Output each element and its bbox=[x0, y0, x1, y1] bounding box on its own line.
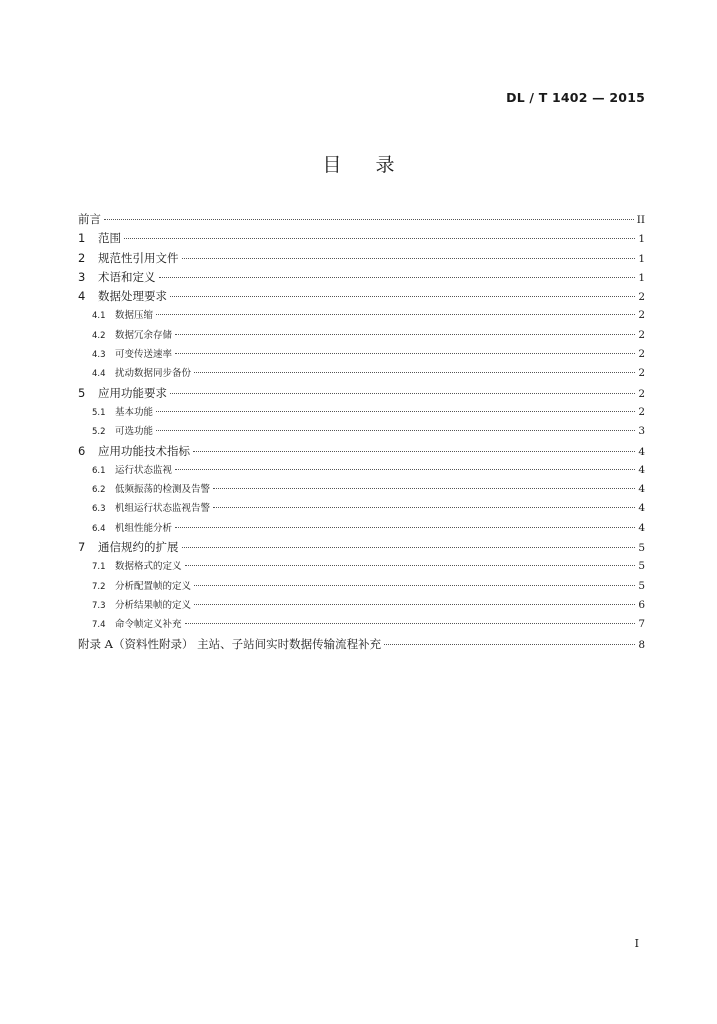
toc-entry-label: 数据格式的定义 bbox=[115, 561, 182, 573]
toc-dot-leader bbox=[194, 585, 635, 586]
toc-entry-page: 8 bbox=[638, 638, 645, 651]
title-char-1: 目 bbox=[322, 154, 342, 176]
toc-entry[interactable] bbox=[78, 211, 645, 230]
toc-entry-number: 1 bbox=[78, 231, 86, 246]
toc-entry[interactable] bbox=[78, 404, 645, 423]
toc-dot-leader bbox=[104, 219, 634, 220]
toc-entry-number: 4.1 bbox=[92, 311, 106, 322]
toc-entry-number: 5.1 bbox=[92, 407, 106, 418]
toc-dot-leader bbox=[194, 372, 635, 373]
toc-entry-number: 6.4 bbox=[92, 523, 106, 534]
toc-entry-page: 2 bbox=[638, 367, 645, 380]
toc-dot-leader bbox=[156, 411, 635, 412]
toc-entry-page: 7 bbox=[638, 618, 645, 631]
toc-entry-label: 命令帧定义补充 bbox=[115, 619, 182, 631]
toc-entry-page: 2 bbox=[638, 348, 645, 361]
toc-entry-label: 数据冗余存储 bbox=[115, 329, 173, 341]
title-char-2: 录 bbox=[375, 154, 395, 176]
toc-entry-label: 应用功能要求 bbox=[98, 385, 167, 400]
toc-entry-number: 7.4 bbox=[92, 620, 106, 631]
toc-entry-number: 6.3 bbox=[92, 504, 106, 515]
toc-entry[interactable] bbox=[78, 385, 645, 404]
toc-entry-number: 6.1 bbox=[92, 465, 106, 476]
toc-entry[interactable] bbox=[78, 462, 645, 481]
toc-entry-label: 低频振荡的检测及告警 bbox=[115, 484, 211, 496]
toc-entry[interactable] bbox=[78, 558, 645, 577]
toc-entry-page: 4 bbox=[638, 445, 645, 458]
toc-dot-leader bbox=[175, 353, 635, 354]
toc-entry-number: 7.2 bbox=[92, 581, 106, 592]
toc-entry-label: 数据处理要求 bbox=[98, 289, 167, 304]
toc-entry-number: 5 bbox=[78, 385, 86, 400]
toc-entry-label: 术语和定义 bbox=[98, 269, 156, 284]
toc-entry-label: 可选功能 bbox=[115, 426, 154, 438]
toc-dot-leader bbox=[175, 469, 635, 470]
toc-entry-page: 1 bbox=[638, 233, 645, 246]
toc-dot-leader bbox=[384, 644, 635, 645]
toc-entry-page: 2 bbox=[638, 387, 645, 400]
toc-entry-number: 7.1 bbox=[92, 562, 106, 573]
page-title bbox=[0, 150, 717, 177]
toc-dot-leader bbox=[213, 507, 635, 508]
toc-dot-leader bbox=[170, 296, 635, 297]
toc-entry[interactable] bbox=[78, 288, 645, 307]
toc-entry-number: 6 bbox=[78, 443, 86, 458]
toc-dot-leader bbox=[185, 565, 636, 566]
toc-entry-page: 1 bbox=[638, 271, 645, 284]
toc-entry-label: 规范性引用文件 bbox=[98, 250, 179, 265]
toc-entry-label: 扰动数据同步备份 bbox=[115, 368, 192, 380]
toc-entry[interactable] bbox=[78, 250, 645, 269]
toc-entry-number: 4.3 bbox=[92, 350, 106, 361]
toc-entry-label: 范围 bbox=[98, 231, 121, 246]
toc-entry-page: 5 bbox=[638, 542, 645, 555]
page-number: I bbox=[634, 937, 639, 950]
toc-entry-label: 前言 bbox=[78, 212, 101, 226]
toc-entry-label: 分析结果帧的定义 bbox=[115, 599, 192, 611]
toc-entry-label: 通信规约的扩展 bbox=[98, 540, 179, 555]
toc-entry[interactable] bbox=[78, 539, 645, 558]
toc-dot-leader bbox=[156, 430, 635, 431]
toc-entry-page: 2 bbox=[638, 405, 645, 418]
toc-entry-label: 可变传送速率 bbox=[115, 349, 173, 361]
toc-entry[interactable] bbox=[78, 578, 645, 597]
toc-entry[interactable] bbox=[78, 616, 645, 635]
toc-entry-number: 3 bbox=[78, 269, 86, 284]
toc-dot-leader bbox=[182, 547, 636, 548]
toc-entry-number: 4 bbox=[78, 289, 86, 304]
toc-dot-leader bbox=[182, 258, 636, 259]
toc-entry-number: 4.2 bbox=[92, 330, 106, 341]
toc-entry-page: 4 bbox=[638, 483, 645, 496]
toc-entry[interactable] bbox=[78, 443, 645, 462]
toc-entry-page: 2 bbox=[638, 309, 645, 322]
toc-dot-leader bbox=[156, 314, 635, 315]
toc-entry[interactable] bbox=[78, 597, 645, 616]
toc-dot-leader bbox=[213, 488, 635, 489]
toc-entry-page: 5 bbox=[638, 560, 645, 573]
toc-entry[interactable] bbox=[78, 481, 645, 500]
toc-entry-label: 附录 A（资料性附录） 主站、子站间实时数据传输流程补充 bbox=[78, 636, 382, 651]
toc-entry-label: 机组性能分析 bbox=[115, 522, 173, 534]
toc-entry-page: 4 bbox=[638, 502, 645, 515]
toc-entry-page: 2 bbox=[638, 291, 645, 304]
toc-entry-page: 6 bbox=[638, 598, 645, 611]
toc-entry-number: 7 bbox=[78, 540, 86, 555]
table-of-contents bbox=[78, 211, 645, 655]
toc-entry-label: 基本功能 bbox=[115, 406, 154, 418]
toc-entry-number: 4.4 bbox=[92, 369, 106, 380]
toc-entry-label: 机组运行状态监视告警 bbox=[115, 503, 211, 515]
toc-entry-page: 2 bbox=[638, 328, 645, 341]
toc-dot-leader bbox=[175, 334, 635, 335]
toc-entry-page: 4 bbox=[638, 463, 645, 476]
toc-entry-page: II bbox=[636, 214, 645, 226]
toc-entry-page: 5 bbox=[638, 579, 645, 592]
toc-entry-page: 4 bbox=[638, 521, 645, 534]
toc-entry-number: 7.3 bbox=[92, 600, 106, 611]
toc-entry[interactable] bbox=[78, 423, 645, 442]
document-code: DL / T 1402 — 2015 bbox=[506, 90, 645, 105]
toc-dot-leader bbox=[194, 604, 635, 605]
toc-entry-number: 6.2 bbox=[92, 485, 106, 496]
toc-entry[interactable] bbox=[78, 307, 645, 326]
toc-dot-leader bbox=[159, 277, 636, 278]
toc-entry[interactable] bbox=[78, 500, 645, 519]
toc-entry-label: 数据压缩 bbox=[115, 310, 154, 322]
toc-entry[interactable] bbox=[78, 520, 645, 539]
toc-entry-page: 1 bbox=[638, 252, 645, 265]
toc-dot-leader bbox=[185, 623, 636, 624]
toc-entry[interactable] bbox=[78, 269, 645, 288]
toc-dot-leader bbox=[175, 527, 635, 528]
toc-entry-number: 5.2 bbox=[92, 427, 106, 438]
toc-entry[interactable] bbox=[78, 636, 645, 655]
toc-entry[interactable] bbox=[78, 230, 645, 249]
toc-entry[interactable] bbox=[78, 346, 645, 365]
toc-entry-label: 分析配置帧的定义 bbox=[115, 580, 192, 592]
toc-entry[interactable] bbox=[78, 327, 645, 346]
toc-dot-leader bbox=[193, 451, 635, 452]
toc-entry-number: 2 bbox=[78, 250, 86, 265]
toc-dot-leader bbox=[124, 238, 635, 239]
toc-entry-label: 运行状态监视 bbox=[115, 464, 173, 476]
toc-dot-leader bbox=[170, 393, 635, 394]
toc-entry-page: 3 bbox=[638, 425, 645, 438]
toc-entry[interactable] bbox=[78, 365, 645, 384]
toc-entry-label: 应用功能技术指标 bbox=[98, 443, 190, 458]
